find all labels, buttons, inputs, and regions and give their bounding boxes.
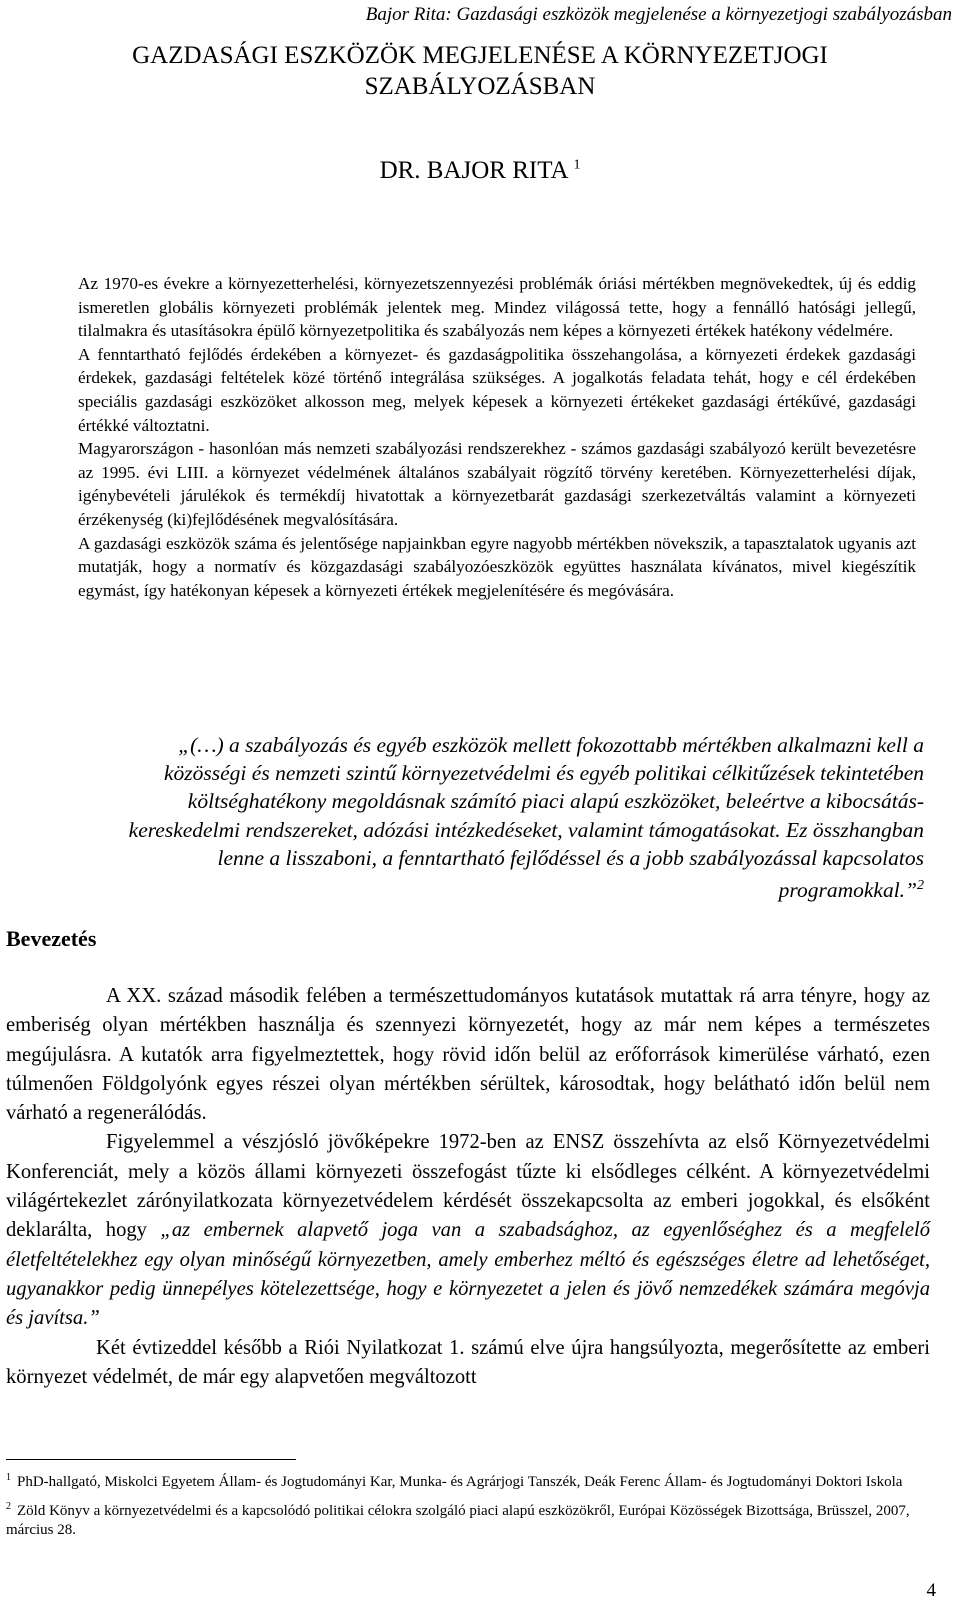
abstract-paragraph-3: Magyarországon - hasonlóan más nemzeti szabályozási rendszerekhez - számos gazdasági szabályozó került bevezetésre az 1995. évi LIII. a környezet védelmének általános szabályait rögzítő törvény keretében. Környezetterhelési díjak, igénybevételi járulékok és termékdíj hivatottak a környezetbarát gazdasági szerkezetváltás valamint a környezeti érzékenység (ki)fejlődésének megvalósítására. [78, 439, 916, 529]
title-line-1: GAZDASÁGI ESZKÖZÖK MEGJELENÉSE A KÖRNYEZETJOGI [132, 42, 828, 69]
body-paragraph-1: A XX. század második felében a természettudományos kutatások mutattak rá arra tényre, hogy az emberiség olyan mértékben használja és szennyezi környezetét, hogy az már nem képes a természetes megújulásra. A kutatók arra figyelmeztettek, hogy rövid időn belül az erőforrások kimerülése várható, ezen túlmenően Földgolyónk egyes részei olyan mértékben sérültek, károsodtak, hogy belátható időn belül nem várható a regenerálódás. [6, 985, 930, 1125]
section-heading: Bevezetés [6, 926, 97, 951]
author-line [0, 157, 960, 185]
document-title [20, 40, 940, 102]
quote-closing: programokkal.” [778, 878, 917, 903]
declaration-quote: „az embernek alapvető joga van a szabadsághoz, az egyenlőséghez és a megfelelő életfeltételekhez egy olyan minőségű környezetben, amely emberhez méltó és egészséges életre ad lehetőséget, ugyanakkor pedig ünnepélyes kötelezettsége, hogy e környezetet a jelen és jövő nemzedékek számára megóvja és javítsa.” [6, 1219, 930, 1330]
abstract-paragraph-2: A fenntartható fejlődés érdekében a környezet- és gazdaságpolitika összehangolása, a környezeti érdekek gazdasági érdekek, gazdasági feltételek közé történő integrálása szükséges. A jogalkotás feladata tehát, hogy e cél érdekében speciális gazdasági eszközöket alkosson meg, melyek képesek a környezeti értékeket gazdasági értékűvé, gazdasági értékké változtatni. [78, 344, 916, 435]
quote-line-4: kereskedelmi rendszereket, adózási intézkedéseket, valamint támogatásokat. Ez összhangban [128, 817, 924, 842]
body-text [6, 982, 930, 1392]
epigraph-quote [4, 731, 924, 904]
quote-line-3: költséghatékony megoldásnak számító piaci alapú eszközöket, beleértve a kibocsátás- [187, 789, 924, 814]
author-name: DR. BAJOR RITA [379, 157, 568, 184]
footnote-1 [6, 1468, 930, 1493]
author-footnote-mark[interactable]: 1 [573, 157, 581, 173]
footnote-2-mark: 2 [6, 1500, 11, 1512]
footnote-2-text: Zöld Könyv a környezetvédelmi és a kapcsolódó politikai célokra szolgáló piaci alapú eszközökről, Európai Közösségek Bizottsága, Brüsszel, 2007, március 28. [6, 1502, 910, 1539]
title-line-2: SZABÁLYOZÁSBAN [364, 73, 596, 100]
footnote-2 [6, 1497, 930, 1541]
quote-line-1: „(…) a szabályozás és egyéb eszközök mellett fokozottabb mértékben alkalmazni kell a [178, 733, 924, 757]
abstract-paragraph-1: Az 1970-es évekre a környezetterhelési, környezetszennyezési problémák óriási mértékben megnövekedtek, új és eddig ismeretlen globális környezeti problémák jelentek meg. Mindez világossá tette, hogy a fennálló hatósági jellegű, tilalmakra és utasításokra épülő környezetpolitika és szabályozás nem képes a környezeti értékek hatékony védelmére. [78, 274, 916, 341]
body-paragraph-2-text: Figyelemmel a vészjósló jövőképekre 1972-ben az ENSZ összehívta az első Környezetvédelmi Konferenciát, mely a közös állami környezeti összefogást tűzte ki elsődleges célként. A környezetvédelmi világértekezlet zárónyilatkozata környezetvédelem kérdését összekapcsolta az emberi jogokkal, és elsőként deklarálta, hogy [6, 1131, 930, 1242]
footnote-1-text: PhD-hallgató, Miskolci Egyetem Állam- és Jogtudományi Kar, Munka- és Agrárjogi Tanszék, Deák Ferenc Állam- és Jogtudományi Doktori Iskola [17, 1474, 903, 1490]
footnote-divider [6, 1459, 296, 1460]
footnotes [6, 1468, 930, 1545]
body-paragraph-2 [6, 1128, 930, 1333]
quote-line-6 [4, 872, 924, 904]
abstract-paragraph-4: A gazdasági eszközök száma és jelentősége napjainkban egyre nagyobb mértékben növekszik, a tapasztalatok ugyanis azt mutatják, hogy a normatív és közgazdasági szabályozóeszközök együttes használata kívánatos, mivel kiegészítik egymást, így hatékonyan képesek a környezeti értékek megjelenítésére és megóvására. [78, 533, 916, 600]
quote-footnote-mark[interactable]: 2 [917, 878, 924, 894]
footnote-1-mark: 1 [6, 1472, 11, 1483]
quote-line-5: lenne a lisszaboni, a fenntartható fejlődéssel és a jobb szabályozással kapcsolatos [217, 845, 924, 870]
quote-line-2: közösségi és nemzeti szintű környezetvédelmi és egyéb politikai célkitűzések tekintetében [164, 761, 924, 786]
page-number: 4 [926, 1580, 936, 1601]
abstract [78, 272, 916, 602]
body-paragraph-3: Két évtizeddel később a Riói Nyilatkozat 1. számú elve újra hangsúlyozta, megerősítette az emberi környezet védelmét, de már egy alapvetően megváltozott [6, 1336, 930, 1388]
running-header: Bajor Rita: Gazdasági eszközök megjelenése a környezetjogi szabályozásban [365, 4, 952, 25]
